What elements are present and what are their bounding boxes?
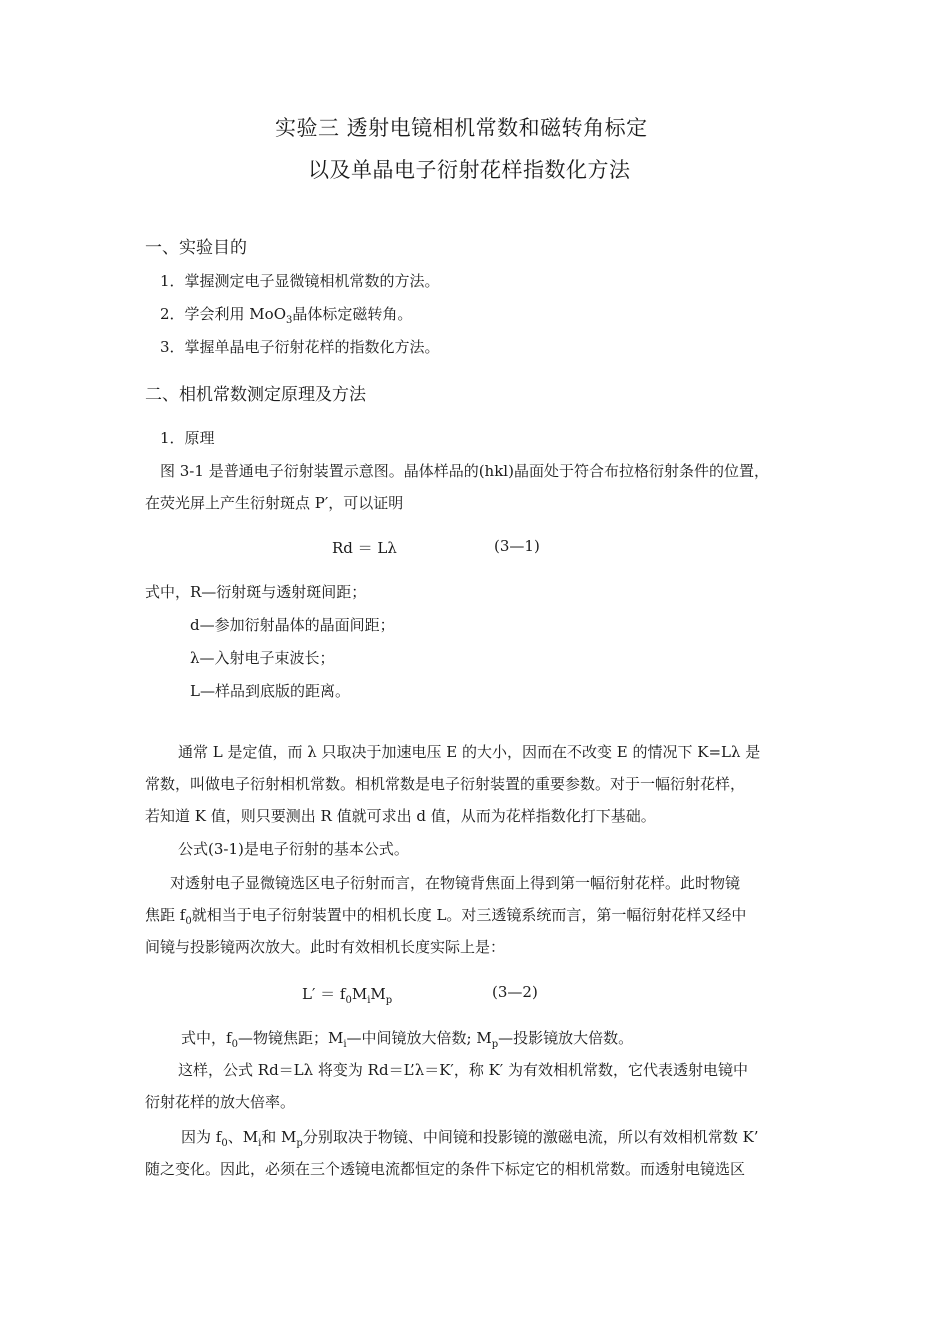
- paragraph-5-text-c: —中间镜放大倍数; M: [346, 1029, 492, 1047]
- objective-item-2-text-a: 2．学会利用 MoO: [160, 305, 286, 323]
- definition-lambda: λ—入射电子束波长；: [190, 649, 335, 667]
- equation-3-2-text-b: M: [351, 985, 368, 1003]
- objective-item-2-subscript: 3: [286, 315, 293, 326]
- objective-item-3: 3．掌握单晶电子衍射花样的指数化方法。: [160, 338, 440, 356]
- equation-3-2-text-c: M: [370, 985, 386, 1003]
- paragraph-7-subscript-0: 0: [221, 1138, 228, 1149]
- title-line-2: 以及单晶电子衍射花样指数化方法: [308, 158, 631, 182]
- equation-3-1: Rd ＝ Lλ: [332, 539, 397, 557]
- objective-item-2-text-b: 晶体标定磁转角。: [292, 305, 413, 323]
- paragraph-4-line-2: [145, 904, 746, 925]
- title-line-1: 实验三 透射电镜相机常数和磁转角标定: [275, 116, 648, 140]
- paragraph-1-line-1: 图 3-1 是普通电子衍射装置示意图。晶体样品的(hkl)晶面处于符合布拉格衍射条件的位置，: [160, 462, 769, 480]
- paragraph-5-subscript-p: p: [491, 1039, 499, 1050]
- section-1-heading: 一、实验目的: [145, 238, 247, 258]
- equation-3-2-subscript-p: p: [385, 995, 393, 1006]
- paragraph-2-line-3: 若知道 K 值，则只要测出 R 值就可求出 d 值，从而为花样指数化打下基础。: [145, 807, 656, 825]
- paragraph-6-line-1: 这样，公式 Rd＝Lλ 将变为 Rd＝L’λ＝K′，称 K′ 为有效相机常数，它代表透射电镜中: [178, 1061, 748, 1079]
- paragraph-5-text-d: —投影镜放大倍数。: [498, 1029, 634, 1047]
- section-2-heading: 二、相机常数测定原理及方法: [145, 385, 366, 405]
- subsection-principle: 1．原理: [160, 429, 215, 447]
- paragraph-1-line-2: 在荧光屏上产生衍射斑点 P′，可以证明: [145, 494, 404, 512]
- equation-3-2-number: (3—2): [492, 983, 538, 1001]
- paragraph-6-line-2: 衍射花样的放大倍率。: [145, 1093, 296, 1111]
- equation-3-2-text-a: L′ ＝ f: [302, 985, 346, 1003]
- paragraph-7-text-c: 和 M: [261, 1128, 297, 1146]
- paragraph-7-line-1: [181, 1126, 759, 1147]
- paragraph-4-line-2-text-a: 焦距 f: [145, 906, 186, 924]
- paragraph-7-subscript-i: i: [258, 1138, 262, 1149]
- equation-3-2: [302, 983, 392, 1004]
- equation-3-1-number: (3—1): [494, 537, 540, 555]
- objective-item-1: 1．掌握测定电子显微镜相机常数的方法。: [160, 272, 440, 290]
- paragraph-5-subscript-i: i: [343, 1039, 347, 1050]
- paragraph-5-text-b: —物镜焦距；M: [237, 1029, 344, 1047]
- definition-d: d—参加衍射晶体的晶面间距；: [190, 616, 395, 634]
- definition-r: 式中，R—衍射斑与透射斑间距；: [145, 583, 367, 601]
- equation-3-2-subscript-0: 0: [345, 995, 352, 1006]
- paragraph-7-subscript-p: p: [296, 1138, 303, 1149]
- paragraph-5-subscript-0: 0: [231, 1039, 238, 1050]
- paragraph-7-line-2: 随之变化。因此，必须在三个透镜电流都恒定的条件下标定它的相机常数。而透射电镜选区: [145, 1160, 746, 1178]
- paragraph-4-line-3: 间镜与投影镜两次放大。此时有效相机长度实际上是：: [145, 938, 506, 956]
- paragraph-7-text-a: 因为 f: [181, 1128, 222, 1146]
- paragraph-3: 公式(3-1)是电子衍射的基本公式。: [178, 840, 409, 858]
- paragraph-2-line-1: 通常 L 是定值，而 λ 只取决于加速电压 E 的大小，因而在不改变 E 的情况下 K=Lλ 是: [178, 743, 761, 761]
- paragraph-7-text-d: 分别取决于物镜、中间镜和投影镜的激磁电流，所以有效相机常数 K’: [302, 1128, 759, 1146]
- f0-subscript: 0: [185, 916, 192, 927]
- paragraph-2-line-2: 常数，叫做电子衍射相机常数。相机常数是电子衍射装置的重要参数。对于一幅衍射花样，: [145, 775, 746, 793]
- paragraph-7-text-b: 、M: [227, 1128, 259, 1146]
- paragraph-4-line-1: 对透射电子显微镜选区电子衍射而言，在物镜背焦面上得到第一幅衍射花样。此时物镜: [170, 874, 741, 892]
- paragraph-4-line-2-text-b: 就相当于电子衍射装置中的相机长度 L。对三透镜系统而言，第一幅衍射花样又经中: [191, 906, 747, 924]
- definition-l: L—样品到底版的距离。: [190, 682, 350, 700]
- objective-item-2: [160, 303, 412, 324]
- equation-3-2-subscript-i: i: [367, 995, 371, 1006]
- paragraph-5: [181, 1027, 633, 1048]
- paragraph-5-text-a: 式中，f: [181, 1029, 232, 1047]
